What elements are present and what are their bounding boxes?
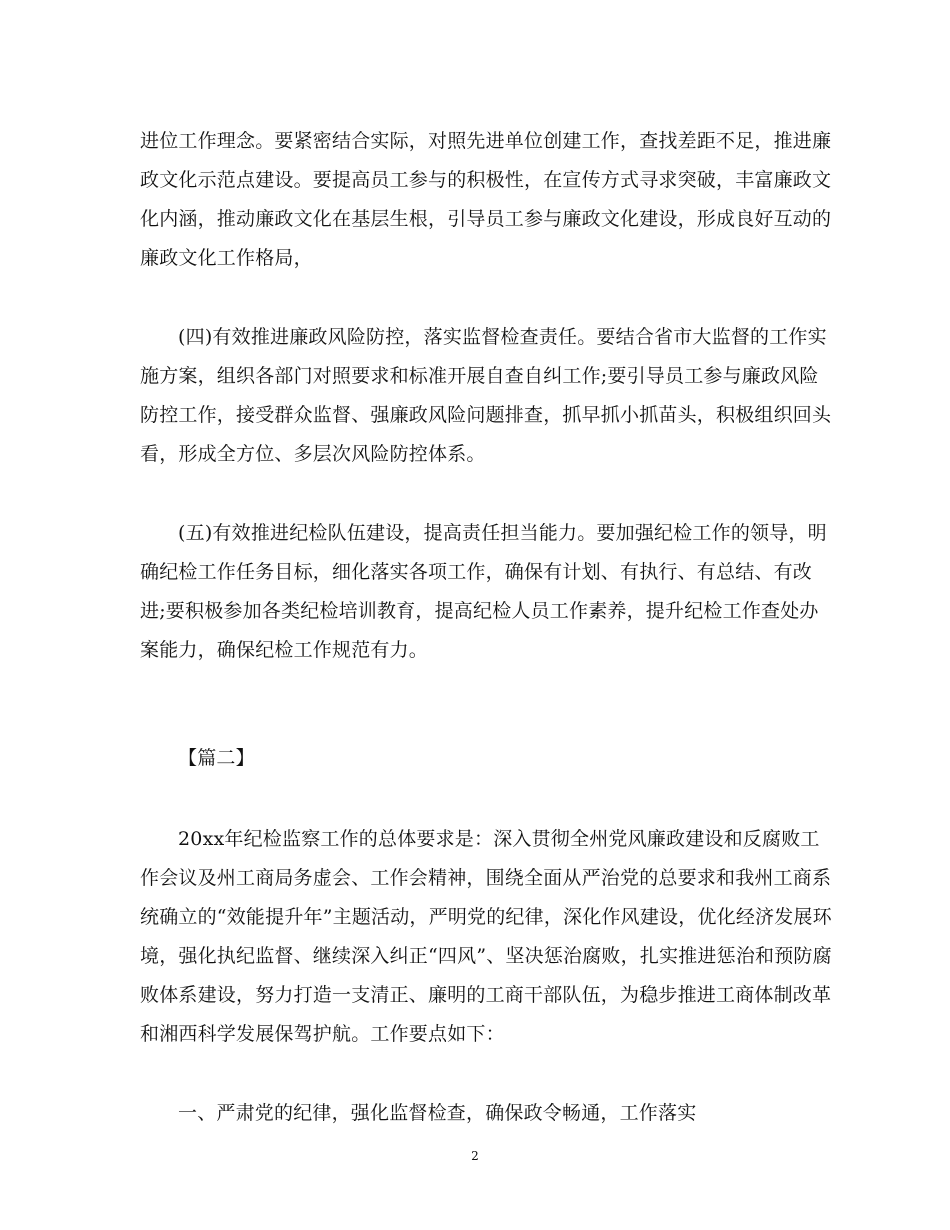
text-line: 确纪检工作任务目标，细化落实各项工作，确保有计划、有执行、有总结、有改 [140, 561, 813, 583]
text-line: 作会议及州工商局务虚会、工作会精神，围绕全面从严治党的总要求和我州工商系 [140, 867, 832, 889]
text-line: 统确立的“效能提升年”主题活动，严明党的纪律，深化作风建设，优化经济发展环 [140, 906, 832, 928]
text-line: 案能力，确保纪检工作规范有力。 [140, 639, 429, 661]
text-line: 施方案，组织各部门对照要求和标准开展自查自纠工作;要引导员工参与廉政风险 [140, 365, 819, 387]
text-line: 和湘西科学发展保驾护航。工作要点如下： [140, 1023, 505, 1045]
page-number: 2 [471, 1149, 479, 1163]
text-line: 政文化示范点建设。要提高员工参与的积极性，在宣传方式寻求突破，丰富廉政文 [140, 169, 832, 191]
text-line: (四)有效推进廉政风险防控，落实监督检查责任。要结合省市大监督的工作实 [178, 326, 827, 348]
text-line: 一、严肃党的纪律，强化监督检查，确保政令畅通，工作落实 [178, 1102, 697, 1124]
text-line: 化内涵，推动廉政文化在基层生根，引导员工参与廉政文化建设，形成良好互动的 [140, 208, 832, 230]
text-line: 境，强化执纪监督、继续深入纠正“四风”、坚决惩治腐败，扎实推进惩治和预防腐 [140, 945, 832, 967]
text-line: 进位工作理念。要紧密结合实际，对照先进单位创建工作，查找差距不足，推进廉 [140, 130, 832, 152]
text-line: (五)有效推进纪检队伍建设，提高责任担当能力。要加强纪检工作的领导，明 [178, 522, 827, 544]
text-line: 败体系建设，努力打造一支清正、廉明的工商干部队伍，为稳步推进工商体制改革 [140, 984, 832, 1006]
text-line: 廉政文化工作格局， [140, 247, 313, 269]
text-line: 进;要积极参加各类纪检培训教育，提高纪检人员工作素养，提升纪检工作查处办 [140, 600, 819, 622]
text-line: 看，形成全方位、多层次风险防控体系。 [140, 443, 486, 465]
section-heading: 【篇二】 [178, 747, 255, 769]
text-line: 防控工作，接受群众监督、强廉政风险问题排查，抓早抓小抓苗头，积极组织回头 [140, 404, 832, 426]
text-line: 20xx年纪检监察工作的总体要求是：深入贯彻全州党风廉政建设和反腐败工 [178, 828, 820, 850]
